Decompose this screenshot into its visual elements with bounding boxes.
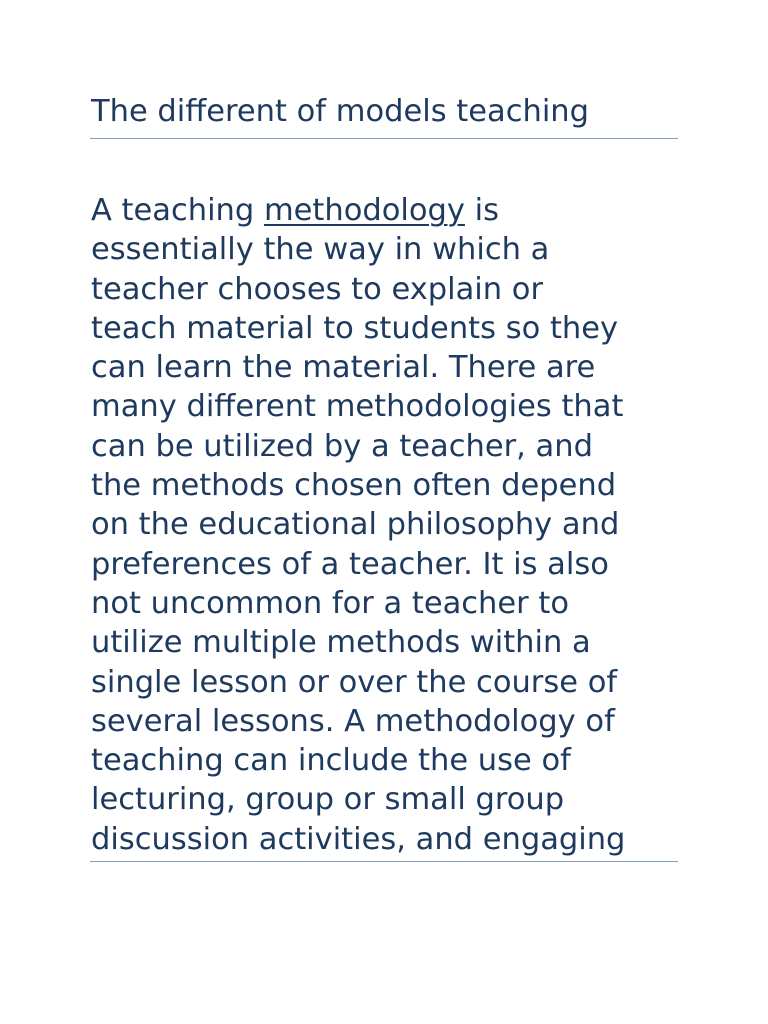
bottom-divider <box>90 861 678 862</box>
paragraph-line <box>91 191 691 230</box>
line-text: is <box>464 193 499 228</box>
body-paragraph <box>91 191 691 859</box>
paragraph-line: can learn the material. There are <box>91 350 596 386</box>
title-divider <box>90 138 678 139</box>
paragraph-line: not uncommon for a teacher to <box>91 585 569 621</box>
paragraph-line: on the educational philosophy and <box>91 507 620 543</box>
paragraph-line: several lessons. A methodology of <box>91 703 615 739</box>
paragraph-line: teacher chooses to explain or <box>91 271 543 307</box>
paragraph-line: teach material to students so they <box>91 310 619 346</box>
methodology-link[interactable]: methodology <box>263 193 465 228</box>
paragraph-line: preferences of a teacher. It is also <box>91 546 609 582</box>
paragraph-line: many different methodologies that <box>91 389 624 425</box>
paragraph-line: lecturing, group or small group <box>91 782 565 818</box>
paragraph-line: teaching can include the use of <box>91 743 571 779</box>
paragraph-line: the methods chosen often depend <box>91 468 617 504</box>
paragraph-line: essentially the way in which a <box>91 232 550 268</box>
paragraph-line: can be utilized by a teacher, and <box>91 428 593 464</box>
line-text: A teaching <box>91 193 264 228</box>
document-title: The different of models teaching <box>91 94 589 129</box>
paragraph-line: utilize multiple methods within a <box>91 625 591 661</box>
paragraph-line: discussion activities, and engaging <box>91 821 626 857</box>
paragraph-line: single lesson or over the course of <box>91 664 618 700</box>
